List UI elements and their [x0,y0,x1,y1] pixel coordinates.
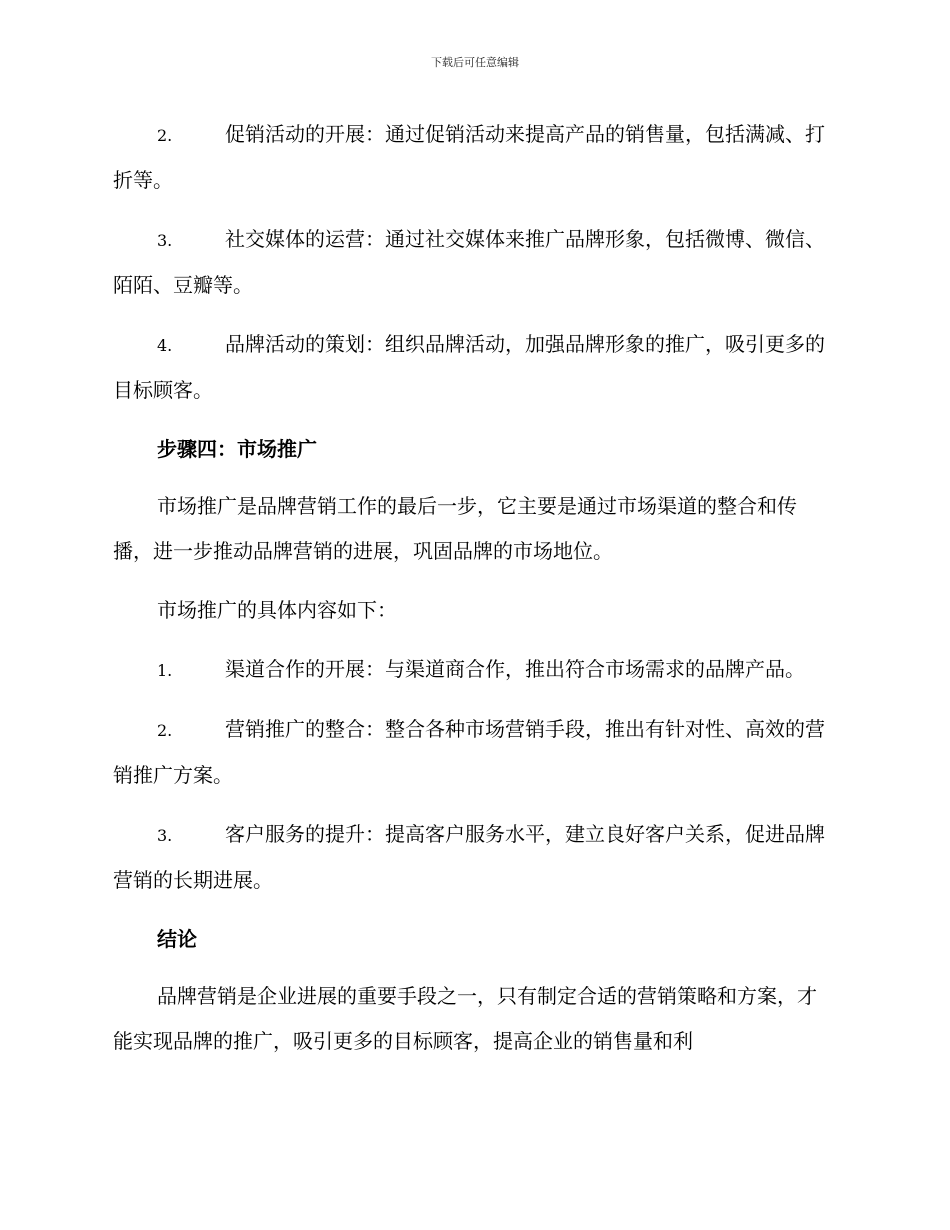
list-item [113,217,835,308]
paragraph: 市场推广是品牌营销工作的最后一步，它主要是通过市场渠道的整合和传播，进一步推动品牌营销的进展，巩固品牌的市场地位。 [113,494,797,563]
document-body [113,112,835,1064]
list-item [113,322,835,413]
list-item-text: 促销活动的开展：通过促销活动来提高产品的销售量，包括满减、打折等。 [113,122,825,192]
list-item [113,812,835,903]
list-item-text: 社交媒体的运营：通过社交媒体来推广品牌形象，包括微博、微信、陌陌、豆瓣等。 [113,227,825,297]
list-item [113,647,835,693]
page-header: 下载后可任意编辑 [431,56,519,69]
list-number: 4. [157,336,173,355]
list-item-text: 营销推广的整合：整合各种市场营销手段，推出有针对性、高效的营销推广方案。 [113,717,825,787]
paragraph: 品牌营销是企业进展的重要手段之一，只有制定合适的营销策略和方案，才能实现品牌的推广，吸引更多的目标顾客，提高企业的销售量和利 [113,984,817,1053]
paragraph: 市场推广的具体内容如下： [157,598,397,622]
list-number: 3. [157,231,173,250]
list-item [113,112,835,203]
list-number: 2. [157,126,173,145]
list-item [113,707,835,798]
list-number: 1. [157,661,173,680]
list-item-text: 渠道合作的开展：与渠道商合作，推出符合市场需求的品牌产品。 [225,657,805,681]
list-item-text: 客户服务的提升：提高客户服务水平，建立良好客户关系，促进品牌营销的长期进展。 [113,822,825,892]
list-number: 2. [157,721,173,740]
list-number: 3. [157,826,173,845]
section-heading: 步骤四：市场推广 [157,437,317,461]
list-item-text: 品牌活动的策划：组织品牌活动，加强品牌形象的推广，吸引更多的目标顾客。 [113,332,825,402]
section-heading: 结论 [157,927,197,951]
